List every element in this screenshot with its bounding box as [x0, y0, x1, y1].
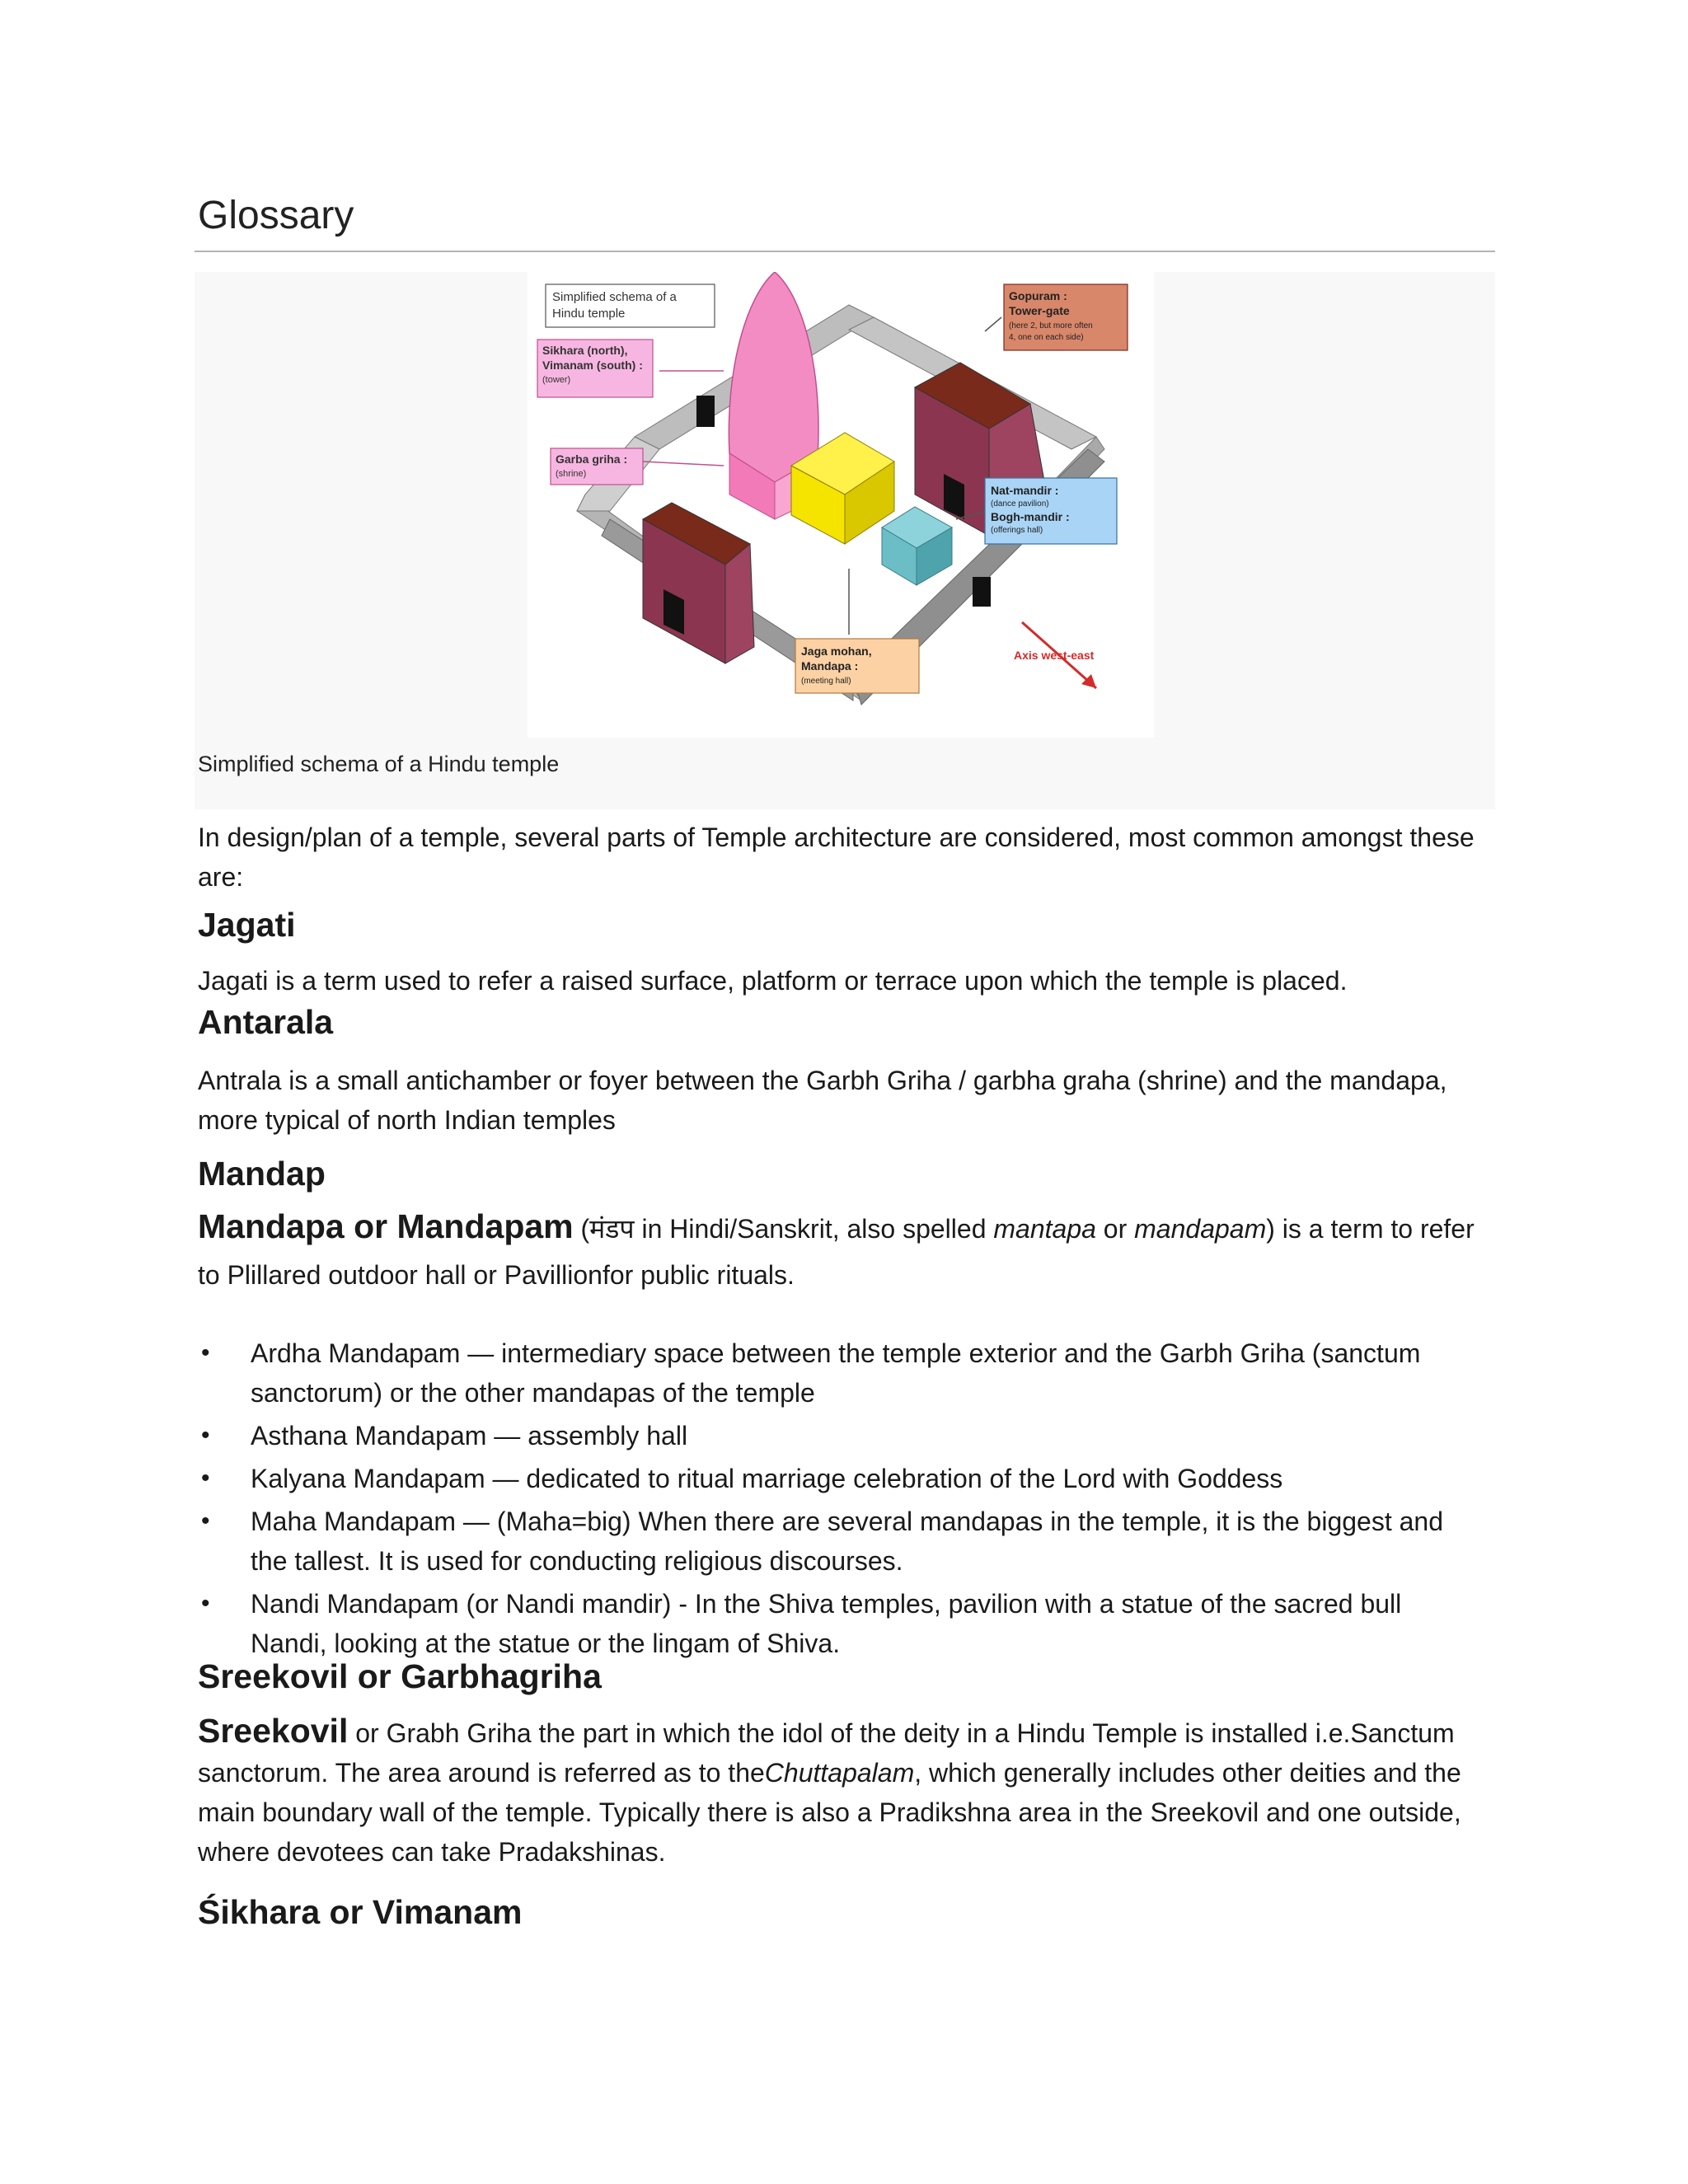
- mandap-alt-spelling: mandapam: [1134, 1214, 1267, 1244]
- label-jaga-3: (meeting hall): [801, 677, 851, 686]
- mandap-lead-term: Mandapa or Mandapam: [198, 1207, 574, 1245]
- sreekovil-term: Chuttapalam: [764, 1758, 915, 1788]
- section-title-antarala: Antarala: [198, 1003, 334, 1041]
- label-natmandir-2: (dance pavilion): [991, 499, 1049, 509]
- label-sikhara-1: Sikhara (north),: [542, 344, 628, 357]
- mandap-text-part: ) is a term to refer to Plillared outdoor hall or Pavillionfor public rituals.: [198, 1214, 1475, 1290]
- section-title-sikhara: Śikhara or Vimanam: [198, 1893, 523, 1931]
- label-schema-title-2: Hindu temple: [552, 307, 626, 321]
- list-item: • Asthana Mandapam — assembly hall: [198, 1416, 1484, 1455]
- label-gopuram-4: 4, one on each side): [1009, 333, 1084, 342]
- label-natmandir-3: Bogh-mandir :: [991, 510, 1070, 523]
- heading-divider: [195, 251, 1495, 252]
- label-gopuram-2: Tower-gate: [1009, 304, 1070, 317]
- section-title-sreekovil: Sreekovil or Garbhagriha: [198, 1657, 602, 1695]
- label-sikhara-2: Vimanam (south) :: [542, 359, 643, 372]
- label-sikhara-3: (tower): [542, 375, 571, 385]
- list-item: • Kalyana Mandapam — dedicated to ritual marriage celebration of the Lord with Goddess: [198, 1459, 1484, 1498]
- mandap-text-part: or: [1095, 1214, 1135, 1244]
- label-natmandir-4: (offerings hall): [991, 526, 1043, 535]
- temple-schema-diagram: [528, 272, 1154, 738]
- list-item: • Nandi Mandapam (or Nandi mandir) - In the Shiva temples, pavilion with a statue of the sacred bull Nandi, looking at the statue or the lingam of Shiva.: [198, 1584, 1484, 1663]
- sreekovil-text-part: , which generally includes other deities and the main boundary wall of the temple. Typically there is also a Pradikshna area in the Sreekovil and one outside, where devotees can take Pradakshinas.: [198, 1758, 1461, 1867]
- section-title-mandap: Mandap: [198, 1155, 326, 1193]
- page-title: Glossary: [198, 194, 354, 237]
- mandap-hindi-term: मंडप: [589, 1213, 635, 1244]
- sreekovil-lead-term: Sreekovil: [198, 1712, 349, 1750]
- label-garba-1: Garba griha :: [556, 452, 628, 466]
- list-item: • Maha Mandapam — (Maha=big) When there are several mandapas in the temple, it is the biggest and the tallest. It is used for conducting religious discourses.: [198, 1502, 1484, 1581]
- sreekovil-text-part: or Grabh Griha the part in which the idol of the deity in a Hindu Temple is installed i.e.Sanctum sanctorum. The area around is referred as to the: [198, 1718, 1455, 1788]
- label-schema-title-1: Simplified schema of a: [552, 290, 677, 304]
- mandap-text-part: (: [573, 1214, 590, 1244]
- sreekovil-paragraph: [198, 1711, 1484, 1872]
- section-title-jagati: Jagati: [198, 906, 296, 944]
- antarala-text: Antrala is a small antichamber or foyer between the Garbh Griha / garbha graha (shrine) and the mandapa, more typical of north Indian temples: [198, 1066, 1447, 1135]
- label-gopuram-3: (here 2, but more often: [1009, 321, 1093, 330]
- mandapa-types-list: [198, 1333, 1484, 1666]
- temple-schema-figure: [195, 272, 1495, 809]
- figure-caption: Simplified schema of a Hindu temple: [198, 752, 560, 776]
- jagati-text: Jagati is a term used to refer a raised surface, platform or terrace upon which the temple is placed.: [198, 966, 1348, 996]
- label-garba-2: (shrine): [556, 469, 587, 479]
- list-item: • Ardha Mandapam — intermediary space between the temple exterior and the Garbh Griha (sanctum sanctorum) or the other mandapas of the temple: [198, 1333, 1484, 1413]
- mandap-paragraph: [198, 1203, 1484, 1298]
- label-jaga-1: Jaga mohan,: [801, 644, 872, 658]
- intro-paragraph: In design/plan of a temple, several parts of Temple architecture are considered, most common amongst these are:: [198, 823, 1475, 892]
- mandap-alt-spelling: mantapa: [993, 1214, 1096, 1244]
- label-gopuram-1: Gopuram :: [1009, 289, 1067, 302]
- label-jaga-2: Mandapa :: [801, 659, 859, 673]
- label-axis: Axis west-east: [1014, 649, 1095, 662]
- label-natmandir-1: Nat-mandir :: [991, 484, 1059, 497]
- mandap-text-part: in Hindi/Sanskrit, also spelled: [634, 1214, 994, 1244]
